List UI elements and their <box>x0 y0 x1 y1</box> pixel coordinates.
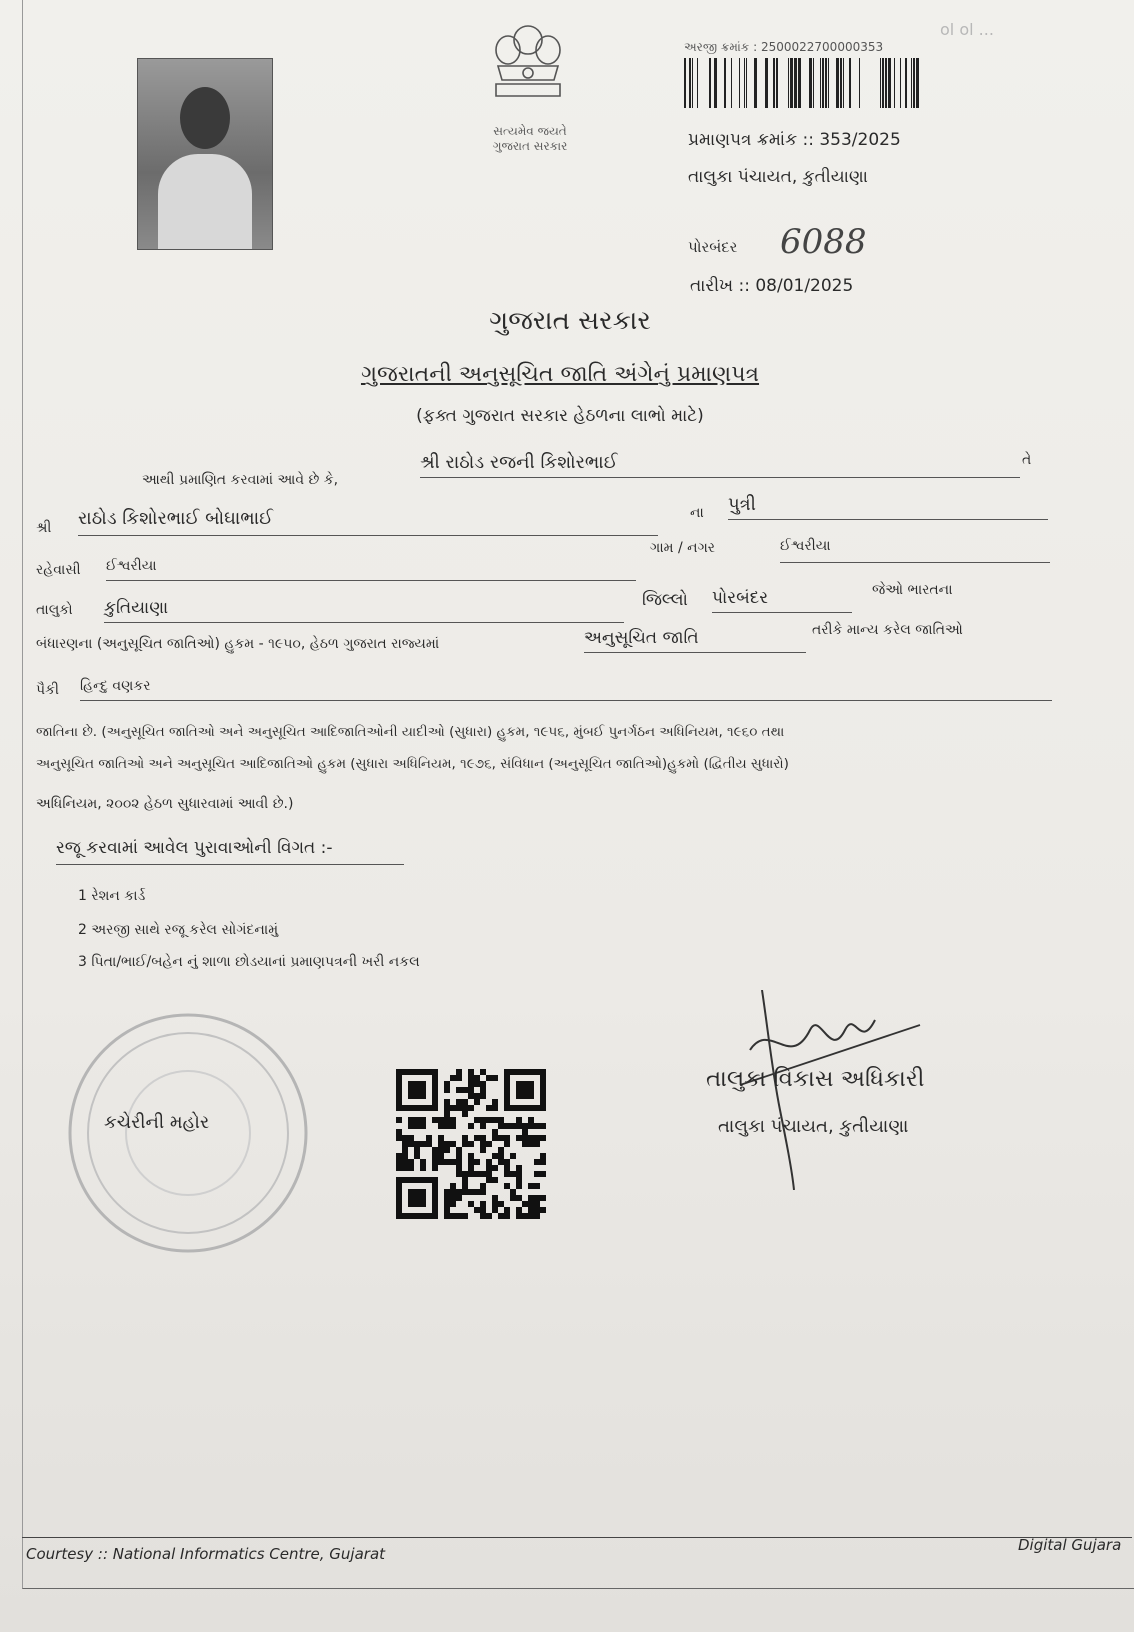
shri-label: શ્રી <box>36 520 52 536</box>
evidence-heading: રજૂ કરવામાં આવેલ પુરાવાઓની વિગત :- <box>56 838 404 865</box>
certificate-subtitle: (ફક્ત ગુજરાત સરકાર હેઠળના લાભો માટે) <box>416 406 704 426</box>
order-text: બંધારણના (અનુસૂચિત જાતિઓ) હુકમ - ૧૯૫૦, હેઠળ ગુજરાત રાજ્યમાં <box>36 636 440 652</box>
certify-label: આથી પ્રમાણિત કરવામાં આવે છે કે, <box>142 472 339 488</box>
caste: હિન્દુ વણકર <box>80 678 1052 701</box>
village-label: ગામ / નગર <box>650 540 716 556</box>
date-label: તારીખ :: <box>690 276 750 296</box>
emblem-caption-2: ગુજરાત સરકાર <box>492 139 568 153</box>
te-word: તે <box>1022 452 1032 468</box>
porbandar-label: પોરબંદર <box>688 238 738 256</box>
application-number-row: અરજી ક્રમાંક : 2500022700000353 <box>684 40 884 54</box>
officer-office: તાલુકા પંચાયત, કુતીયાણા <box>718 1116 909 1137</box>
application-number: 2500022700000353 <box>760 40 884 54</box>
footer-divider <box>22 1537 1132 1538</box>
relation: પુત્રી <box>728 494 1048 520</box>
top-right-mark: ol ol ... <box>940 20 994 39</box>
evidence-item: 3 પિતા/ભાઈ/બહેન નું શાળા છોડયાનાં પ્રમાણપત્રની ખરી નકલ <box>78 954 420 970</box>
father-name: રાઠોડ કિશોરભાઈ બોઘાભાઈ <box>78 508 658 536</box>
paragraph-line-1: જાતિના છે. (અનુસૂચિત જાતિઓ અને અનુસૂચિત આદિજાતિઓની યાદીઓ (સુધારા) હુકમ, ૧૯૫૬, મુંબઈ પુનર્ગઠન અધિનિયમ, ૧૯૬૦ તથા <box>36 724 785 740</box>
evidence-item: 2 અરજી સાથે રજૂ કરેલ સોગંદનામું <box>78 922 279 938</box>
certificate-number-label: પ્રમાણપત્ર ક્રમાંક :: <box>688 130 814 150</box>
resident-value: ઈશ્વરીયા <box>106 558 636 581</box>
among-label: પૈકી <box>36 682 59 698</box>
emblem-caption-1: સત્યમેવ જયતે <box>493 124 567 138</box>
office-seal-stamp <box>58 1003 318 1263</box>
issuer-office: તાલુકા પંચાયત, કુતીયાણા <box>688 167 868 187</box>
recognized-text: તરીકે માન્ય કરેલ જાતિઓ <box>812 622 963 638</box>
qr-code <box>396 1068 546 1220</box>
barcode <box>684 58 920 108</box>
handwritten-number: 6088 <box>780 222 867 262</box>
certificate-number: 353/2025 <box>819 130 901 150</box>
district-value: પોરબંદર <box>712 588 852 613</box>
evidence-item: 1 રેશન કાર્ડ <box>78 888 146 904</box>
taluka-label: તાલુકો <box>36 602 73 618</box>
footer-courtesy: Courtesy :: National Informatics Centre, Gujarat <box>26 1545 386 1563</box>
category: અનુસૂચિત જાતિ <box>584 628 806 653</box>
village-value: ઈશ્વરીયા <box>780 538 1050 563</box>
applicant-name: શ્રી રાઠોડ રજની કિશોરભાઈ <box>420 452 1020 478</box>
application-number-label: અરજી ક્રમાંક <box>684 40 750 54</box>
government-title: ગુજરાત સરકાર <box>489 306 651 336</box>
date-row <box>690 276 853 296</box>
date-value: 08/01/2025 <box>755 276 854 296</box>
certificate-title: ગુજરાતની અનુસૂચિત જાતિ અંગેનું પ્રમાણપત્ર <box>360 362 760 387</box>
district-label: જિલ્લો <box>642 590 688 610</box>
certificate-number-row <box>688 130 901 150</box>
state-emblem-icon <box>478 18 578 128</box>
applicant-photo <box>137 58 273 250</box>
paragraph-line-2: અનુસૂચિત જાતિઓ અને અનુસૂચિત આદિજાતિઓ હુકમ (સુધારા અધિનિયમ, ૧૯૭૬, સંવિધાન (અનુસૂચિત જાતિઓ)હુકમો (દ્વિતીય સુધારો) <box>36 756 789 772</box>
paragraph-line-3: અધિનિયમ, ૨૦૦૨ હેઠળ સુધારવામાં આવી છે.) <box>36 796 294 812</box>
resident-label: રહેવાસી <box>36 562 81 578</box>
seal-label: કચેરીની મહોર <box>104 1112 210 1133</box>
taluka-value: કુતિયાણા <box>104 598 624 623</box>
who-of-india: જેઓ ભારતના <box>872 582 953 598</box>
footer-digital-gujarat: Digital Gujara <box>1018 1536 1122 1554</box>
officer-designation: તાલુકા વિકાસ અધિકારી <box>706 1066 925 1092</box>
na-label: ના <box>690 505 704 521</box>
